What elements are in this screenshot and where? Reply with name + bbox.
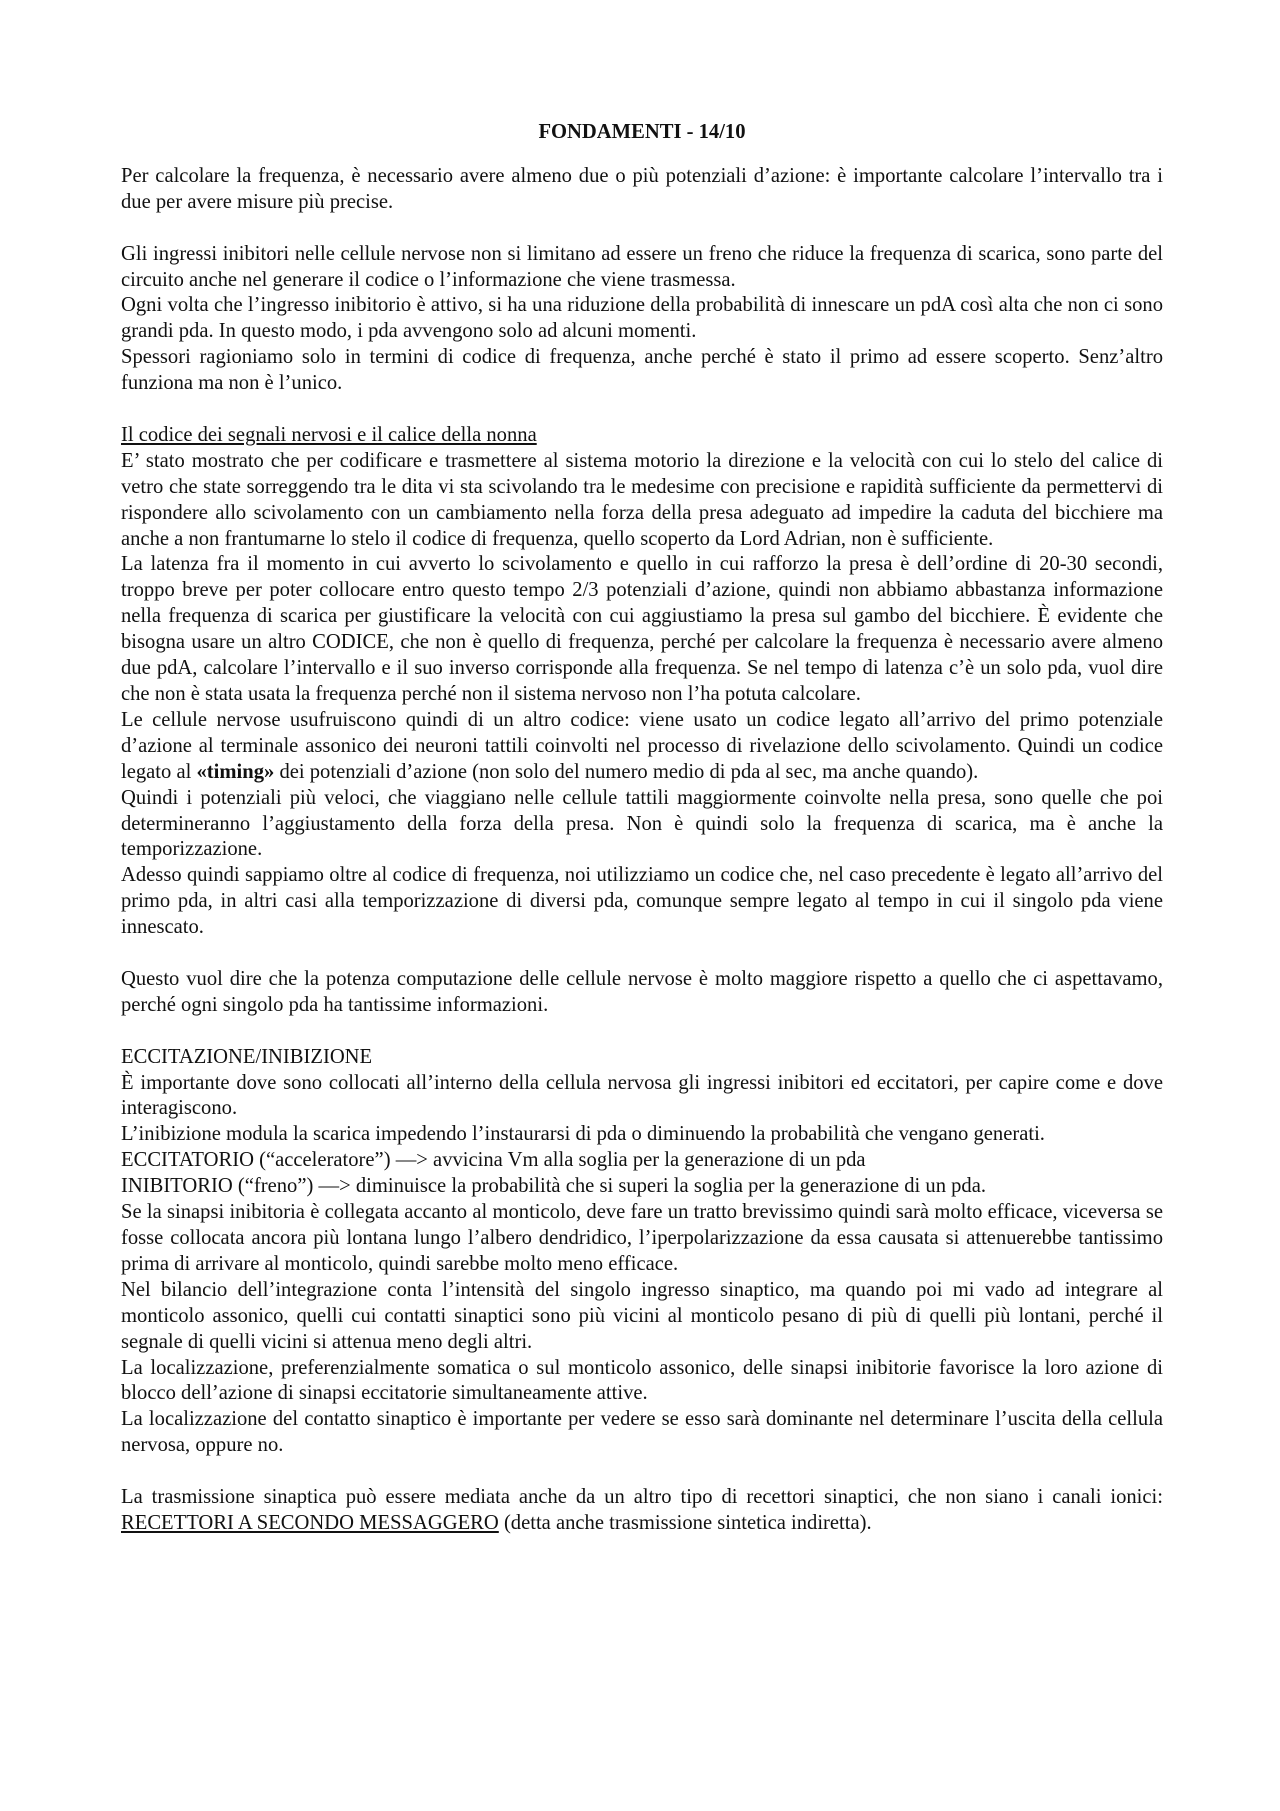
eccitazione-paragraph-3: ECCITATORIO (“acceleratore”) —> avvicina Vm alla soglia per la generazione di un pda	[121, 1149, 866, 1172]
intro-paragraph-2: Gli ingressi inibitori nelle cellule nervose non si limitano ad essere un freno che riduce la frequenza di scarica, sono parte del circuito anche nel generare il codice o l’informazione che viene trasmessa.	[121, 242, 1163, 291]
intro-paragraph-4: Spessori ragioniamo solo in termini di codice di frequenza, anche perché è stato il primo ad essere scoperto. Senz’altro funziona ma non è l’unico.	[121, 346, 1163, 395]
eccitazione-paragraph-2: L’inibizione modula la scarica impedendo l’instaurarsi di pda o diminuendo la probabilità che vengano generati.	[121, 1123, 1045, 1146]
intro-paragraph-1: Per calcolare la frequenza, è necessario avere almeno due o più potenziali d’azione: è importante calcolare l’intervallo tra i due per avere misure più precise.	[121, 164, 1163, 213]
closing-text-a: La trasmissione sinaptica può essere mediata anche da un altro tipo di recettori sinaptici, che non siano i canali ionici:	[121, 1486, 1163, 1509]
codice-paragraph-6: Questo vuol dire che la potenza computazione delle cellule nervose è molto maggiore rispetto a quello che ci aspettavamo, perché ogni singolo pda ha tantissime informazioni.	[121, 967, 1163, 1016]
codice-paragraph-2: La latenza fra il momento in cui avverto lo scivolamento e quello in cui rafforzo la presa è dell’ordine di 20-30 secondi, troppo breve per poter collocare entro questo tempo 2/3 potenziali d’azione, quindi non abbiamo abbastanza informazione nella frequenza di scarica per giustificare la velocità con cui aggiustiamo la presa sul gambo del bicchiere. È evidente che bisogna usare un altro CODICE, che non è quello di frequenza, perché per calcolare la frequenza è necessario avere almeno due pdA, calcolare l’intervallo e il suo inverso corrisponde alla frequenza. Se nel tempo di latenza c’è un solo pda, vuol dire che non è stata usata la frequenza perché non il sistema nervoso non l’ha potuta calcolare.	[121, 553, 1163, 705]
eccitazione-paragraph-4: INIBITORIO (“freno”) —> diminuisce la probabilità che si superi la soglia per la generazione di un pda.	[121, 1175, 987, 1198]
section-heading-eccitazione: ECCITAZIONE/INIBIZIONE	[121, 1045, 373, 1068]
eccitazione-paragraph-8: La localizzazione del contatto sinaptico è importante per vedere se esso sarà dominante nel determinare l’uscita della cellula nervosa, oppure no.	[121, 1408, 1163, 1457]
eccitazione-paragraph-7: La localizzazione, preferenzialmente somatica o sul monticolo assonico, delle sinapsi inibitorie favorisce la loro azione di blocco dell’azione di sinapsi eccitatorie simultaneamente attive.	[121, 1356, 1163, 1405]
codice-paragraph-1: E’ stato mostrato che per codificare e trasmettere al sistema motorio la direzione e la velocità con cui lo stelo del calice di vetro che state sorreggendo tra le dita vi sta scivolando tra le medesime con precisione e rapidità sufficiente da permettervi di rispondere allo scivolamento con un cambiamento nella forza della presa adeguato ad impedire la caduta del bicchiere ma anche a non frantumarne lo stelo il codice di frequenza, quello scoperto da Lord Adrian, non è sufficiente.	[121, 449, 1163, 550]
codice-paragraph-5: Adesso quindi sappiamo oltre al codice di frequenza, noi utilizziamo un codice che, nel caso precedente è legato all’arrivo del primo pda, in altri casi alla temporizzazione di diversi pda, comunque sempre legato al tempo in cui il singolo pda viene innescato.	[121, 864, 1163, 939]
intro-paragraph-3: Ogni volta che l’ingresso inibitorio è attivo, si ha una riduzione della probabilità di innescare un pdA così alta che non ci sono grandi pda. In questo modo, i pda avvengono solo ad alcuni momenti.	[121, 294, 1163, 343]
codice-paragraph-4: Quindi i potenziali più veloci, che viaggiano nelle cellule tattili maggiormente coinvolte nella presa, sono quelle che poi determineranno l’aggiustamento della forza della presa. Non è quindi solo la frequenza di scarica, ma è anche la temporizzazione.	[121, 786, 1163, 861]
codice-paragraph-3	[121, 708, 1163, 786]
closing-text-b: (detta anche trasmissione sintetica indiretta).	[498, 1511, 872, 1534]
eccitazione-paragraph-5: Se la sinapsi inibitoria è collegata accanto al monticolo, deve fare un tratto brevissimo quindi sarà molto efficace, viceversa se fosse collocata ancora più lontana lungo l’albero dendridico, l’iperpolarizzazione da essa causata si attenuerebbe tantissimo prima di arrivare al monticolo, quindi sarebbe molto meno efficace.	[121, 1201, 1163, 1275]
codice-heading-text: Il codice dei segnali nervosi e il calice della nonna	[121, 423, 537, 446]
eccitazione-paragraph-6: Nel bilancio dell’integrazione conta l’intensità del singolo ingresso sinaptico, ma quando poi mi vado ad integrare al monticolo assonico, quelli cui contatti sinaptici sono più vicini al monticolo pesano di più di quelli più lontani, perché il segnale di quelli vicini si attenua meno degli altri.	[121, 1278, 1163, 1353]
section-heading-codice	[121, 423, 1163, 449]
codice-p3-text-b: dei potenziali d’azione (non solo del numero medio di pda al sec, ma anche quando).	[274, 760, 979, 783]
page-title: FONDAMENTI - 14/10	[538, 121, 746, 143]
recettori-underlined-text: RECETTORI A SECONDO MESSAGGERO	[121, 1511, 499, 1534]
eccitazione-paragraph-1: È importante dove sono collocati all’interno della cellula nervosa gli ingressi inibitori ed eccitatori, per capire come e dove interagiscono.	[121, 1071, 1163, 1120]
codice-p3-text-a: Le cellule nervose usufruiscono quindi di un altro codice: viene usato un codice legato all’arrivo del primo potenziale d’azione al terminale assonico dei neuroni tattili coinvolti nel processo di rivelazione dello scivolamento. Quindi un codice legato al	[121, 708, 1163, 783]
timing-bold-text: «timing»	[196, 760, 275, 783]
closing-paragraph	[121, 1485, 1163, 1537]
